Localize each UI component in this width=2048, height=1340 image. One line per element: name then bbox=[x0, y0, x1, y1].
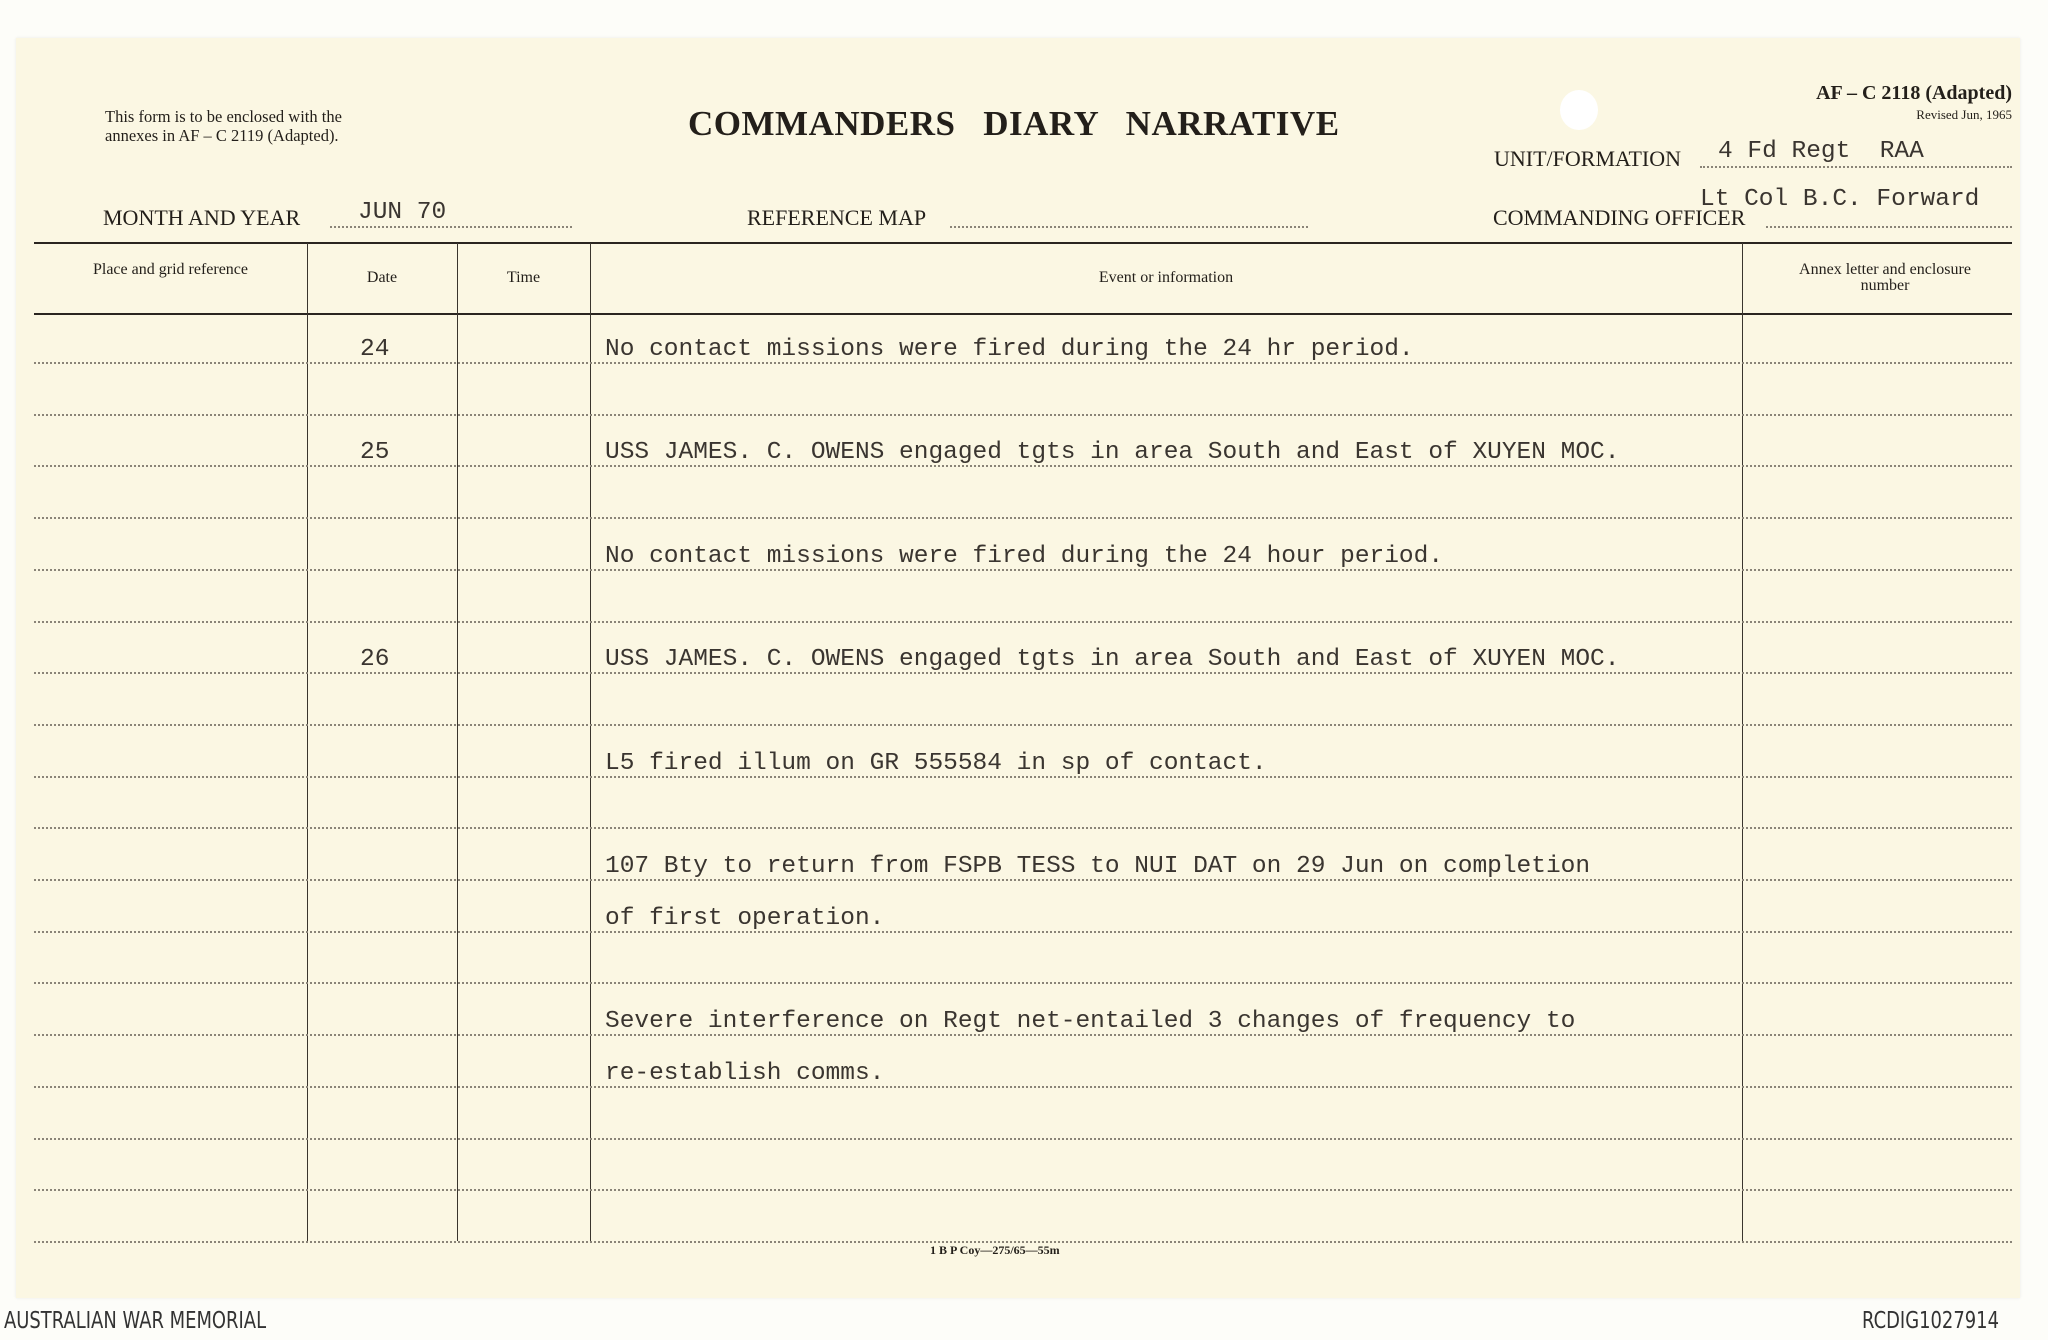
reference-map-line bbox=[950, 226, 1308, 228]
header-event: Event or information bbox=[1098, 269, 1234, 286]
ruled-line bbox=[34, 1189, 2012, 1191]
revised-date: Revised Jun, 1965 bbox=[1916, 107, 2012, 122]
enclosure-note-line-2: annexes in AF – C 2119 (Adapted). bbox=[105, 126, 339, 145]
entry-event-line: L5 fired illum on GR 555584 in sp of contact. bbox=[605, 750, 1267, 777]
entry-event-line: No contact missions were fired during the 24 hr period. bbox=[605, 336, 1414, 363]
table-header-rule bbox=[34, 313, 2012, 315]
printer-mark: 1 B P Coy—275/65—55m bbox=[930, 1243, 1060, 1257]
table-top-rule bbox=[34, 242, 2012, 244]
ruled-line bbox=[34, 1086, 2012, 1088]
entry-event-line: of first operation. bbox=[605, 905, 885, 932]
header-time: Time bbox=[506, 269, 541, 286]
month-year-line bbox=[330, 226, 572, 228]
ruled-line bbox=[34, 517, 2012, 519]
ruled-line bbox=[34, 1138, 2012, 1140]
header-place: Place and grid reference bbox=[92, 261, 248, 278]
entry-event-line: Severe interference on Regt net-entailed 3 changes of frequency to bbox=[605, 1008, 1576, 1035]
ruled-line bbox=[34, 827, 2012, 829]
header-annex: Annex letter and enclosure number bbox=[1799, 261, 1971, 294]
reference-map-label: REFERENCE MAP bbox=[747, 205, 927, 230]
ruled-line bbox=[34, 621, 2012, 623]
entry-event-line: USS JAMES. C. OWENS engaged tgts in area South and East of XUYEN MOC. bbox=[605, 439, 1620, 466]
unit-formation-line bbox=[1700, 166, 2012, 168]
punch-hole bbox=[1560, 90, 1598, 130]
archive-reference: RCDIG1027914 bbox=[1862, 1308, 2000, 1334]
month-year-value: JUN 70 bbox=[358, 199, 447, 226]
unit-formation-label: UNIT/FORMATION bbox=[1494, 146, 1681, 171]
entry-event-line: re-establish comms. bbox=[605, 1060, 885, 1087]
entry-event-line: No contact missions were fired during the 24 hour period. bbox=[605, 543, 1444, 570]
enclosure-note-line-1: This form is to be enclosed with the bbox=[105, 107, 342, 126]
month-year-label: MONTH AND YEAR bbox=[103, 205, 301, 230]
form-title: COMMANDERS DIARY NARRATIVE bbox=[688, 104, 1340, 143]
entry-date: 25 bbox=[360, 439, 390, 466]
entry-event-line: USS JAMES. C. OWENS engaged tgts in area South and East of XUYEN MOC. bbox=[605, 646, 1620, 673]
form-number: AF – C 2118 (Adapted) bbox=[1816, 82, 2012, 104]
ruled-line bbox=[34, 414, 2012, 416]
column-divider bbox=[590, 243, 591, 1243]
column-divider bbox=[1742, 243, 1743, 1241]
unit-formation-value: 4 Fd Regt RAA bbox=[1718, 138, 1924, 165]
ruled-line bbox=[34, 724, 2012, 726]
archive-credit: AUSTRALIAN WAR MEMORIAL bbox=[4, 1308, 267, 1334]
commanding-officer-value: Lt Col B.C. Forward bbox=[1700, 186, 1980, 213]
column-divider bbox=[457, 243, 458, 1241]
entry-date: 26 bbox=[360, 646, 390, 673]
ruled-line bbox=[34, 931, 2012, 933]
column-divider bbox=[307, 243, 308, 1241]
entry-date: 24 bbox=[360, 336, 390, 363]
entry-event-line: 107 Bty to return from FSPB TESS to NUI DAT on 29 Jun on completion bbox=[605, 853, 1591, 880]
commanding-officer-label: COMMANDING OFFICER bbox=[1493, 205, 1746, 230]
enclosure-note bbox=[105, 107, 342, 145]
ruled-line bbox=[34, 982, 2012, 984]
header-date: Date bbox=[366, 269, 398, 286]
commanding-officer-line bbox=[1766, 226, 2012, 228]
